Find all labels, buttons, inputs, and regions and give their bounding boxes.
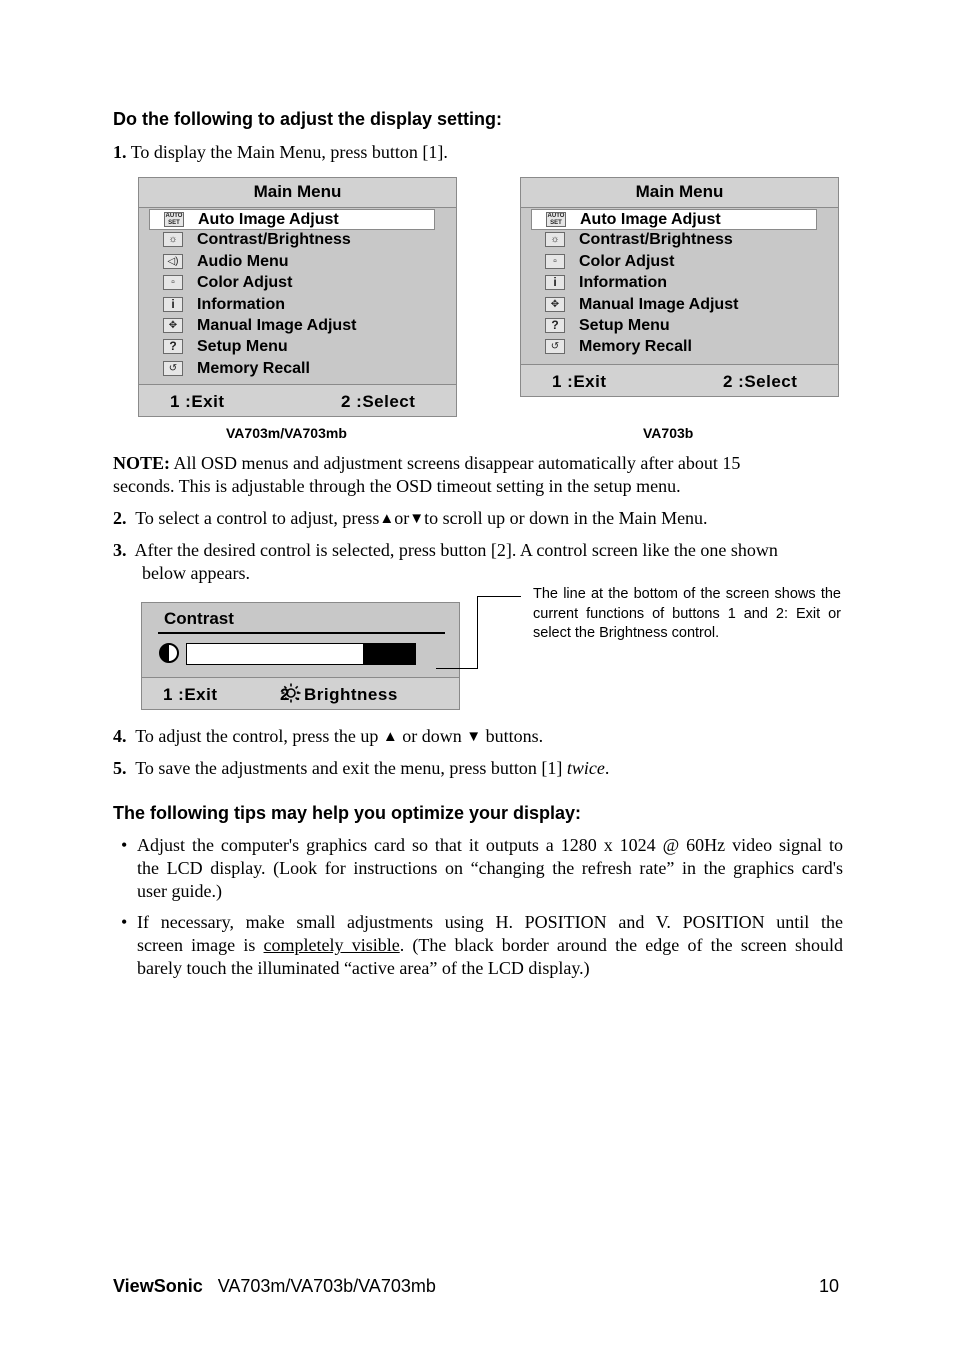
osd-exit-label: 1 :Exit: [170, 392, 225, 411]
note-paragraph: [113, 452, 843, 498]
step-5-number: 5.: [113, 758, 127, 778]
tip-2: [121, 911, 843, 980]
tip-2-line-2-start: screen image is: [137, 935, 256, 955]
osd-select-label: 2 :Select: [723, 372, 798, 391]
step-4-or-down: or down: [402, 726, 462, 746]
osd-menu-item[interactable]: [149, 252, 435, 273]
osd-menu-item[interactable]: [149, 359, 435, 380]
note-line-1: All OSD menus and adjustment screens disappear automatically after about 15: [173, 453, 741, 473]
menu-item-label: Information: [579, 274, 667, 292]
step-2-text-end: to scroll up or down in the Main Menu.: [424, 508, 708, 528]
contrast-exit-label: 1 :Exit: [163, 685, 218, 704]
osd-menu-item[interactable]: [531, 273, 817, 294]
section-heading-adjust: Do the following to adjust the display setting:: [113, 109, 502, 129]
osd-menu-item[interactable]: [149, 209, 435, 230]
menu-item-label: Memory Recall: [197, 359, 310, 377]
osd-menu-item[interactable]: [149, 316, 435, 337]
osd-menu-item[interactable]: [149, 295, 435, 316]
osd-menu-item[interactable]: [149, 337, 435, 358]
step-2-number: 2.: [113, 508, 127, 528]
step-2-or: or: [394, 508, 410, 528]
tip-2-line-3: barely touch the illuminated “active area” of the LCD display.): [137, 958, 590, 978]
step-5-period: .: [604, 758, 610, 778]
tip-2-line-2-end: . (The black border around the edge of the screen should: [399, 935, 844, 955]
menu-item-icon: i: [545, 275, 565, 290]
down-arrow-icon: ▼: [409, 511, 425, 527]
callout-text: The line at the bottom of the screen shows the current functions of buttons 1 and 2: Exit or select the Brightness control.: [533, 586, 841, 641]
contrast-icon: [159, 643, 179, 663]
menu-item-label: Memory Recall: [579, 338, 692, 356]
menu-item-icon: ▫: [545, 254, 565, 269]
contrast-footer: [142, 677, 459, 709]
menu-item-label: Setup Menu: [579, 317, 670, 334]
step-5: [113, 757, 609, 780]
osd-menu-footer: [139, 384, 456, 416]
tip-2-line-1: If necessary, make small adjustments using H. POSITION and V. POSITION until the: [137, 912, 843, 932]
menu-item-icon: ✥: [163, 318, 183, 333]
step-4-number: 4.: [113, 726, 127, 746]
page-footer: [113, 1276, 436, 1297]
menu-item-label: Information: [197, 295, 285, 313]
note-label: NOTE:: [113, 453, 171, 473]
section-heading-tips: The following tips may help you optimize your display:: [113, 803, 582, 823]
completely-visible-text: completely visible: [263, 935, 400, 955]
footer-brand: ViewSonic: [113, 1276, 203, 1296]
osd-menu-item[interactable]: [149, 230, 435, 251]
step-3-line-2: below appears.: [142, 563, 250, 583]
step-1: [113, 141, 448, 164]
tip-1-line-1: Adjust the computer's graphics card so that it outputs a 1280 x 1024 @ 60Hz video signal to: [137, 835, 843, 855]
osd-select-label: 2 :Select: [341, 392, 416, 411]
menu-item-icon: ▫: [163, 275, 183, 290]
osd-exit-label: 1 :Exit: [552, 372, 607, 391]
menu-item-label: Audio Menu: [197, 252, 289, 270]
callout-line-vertical: [477, 596, 478, 669]
menu-item-icon: ?: [163, 339, 183, 354]
menu-item-label: Setup Menu: [197, 338, 288, 356]
step-3-number: 3.: [113, 540, 127, 560]
step-4-text-end: buttons.: [485, 726, 544, 746]
bullet-icon: •: [121, 835, 128, 855]
menu-item-label: Contrast/Brightness: [579, 231, 733, 249]
step-2-text: To select a control to adjust, press: [135, 508, 380, 528]
menu-item-icon: ✥: [545, 297, 565, 312]
osd-menu-item[interactable]: [531, 295, 817, 316]
osd-contrast-screen: [141, 602, 460, 710]
menu-item-icon: ?: [545, 318, 565, 333]
callout-line-top: [477, 596, 521, 597]
menu-caption-va703b: VA703b: [643, 425, 694, 441]
osd-menu-title: Main Menu: [139, 178, 456, 208]
step-4-text: To adjust the control, press the up: [135, 726, 379, 746]
menu-item-label: Manual Image Adjust: [579, 295, 739, 313]
menu-item-icon: ☼: [163, 232, 183, 247]
down-arrow-icon: ▼: [466, 729, 482, 745]
tip-2-line-2: [121, 934, 843, 957]
up-arrow-icon: ▲: [379, 511, 395, 527]
menu-caption-va703m: VA703m/VA703mb: [226, 425, 347, 441]
menu-item-icon: ◁): [163, 254, 183, 269]
footer-model: VA703m/VA703b/VA703mb: [217, 1276, 436, 1296]
menu-item-icon: ☼: [545, 232, 565, 247]
osd-menu-item[interactable]: [531, 337, 817, 358]
menu-item-icon: AUTO SET: [165, 213, 183, 226]
menu-item-label: Color Adjust: [197, 274, 293, 292]
osd-menu-footer: [521, 364, 838, 396]
step-3: [113, 539, 843, 585]
menu-item-label: Manual Image Adjust: [197, 317, 357, 334]
callout-line-bottom: [436, 668, 478, 669]
menu-item-icon: AUTO SET: [547, 213, 565, 226]
brightness-label: Brightness: [304, 685, 398, 704]
tip-1-line-2: the LCD display. (Look for instructions on “changing the refresh rate” in the graphics card's: [137, 858, 843, 878]
page-number: 10: [819, 1276, 840, 1296]
menu-item-label: Contrast/Brightness: [197, 231, 351, 249]
contrast-level-bar: [186, 643, 416, 665]
menu-item-label: Auto Image Adjust: [580, 211, 721, 228]
menu-item-label: Color Adjust: [579, 252, 675, 270]
menu-item-icon: ↺: [545, 339, 565, 354]
osd-menu-item[interactable]: [531, 252, 817, 273]
osd-menu-item[interactable]: [149, 273, 435, 294]
step-1-number: 1.: [113, 142, 127, 162]
menu-item-icon: i: [163, 297, 183, 312]
step-1-text: To display the Main Menu, press button [1].: [130, 142, 448, 162]
brightness-prefix: 2 :: [280, 685, 302, 704]
tip-1-line-3: user guide.): [137, 881, 222, 901]
note-line-2: seconds. This is adjustable through the OSD timeout setting in the setup menu.: [113, 476, 681, 496]
osd-main-menu-va703b: [520, 177, 839, 397]
step-5-emphasis: twice: [566, 758, 605, 778]
tip-1: [121, 834, 843, 903]
osd-menu-item[interactable]: [531, 209, 817, 230]
up-arrow-icon: ▲: [382, 729, 398, 745]
step-5-text: To save the adjustments and exit the menu, press button [1]: [135, 758, 563, 778]
step-3-line-1: After the desired control is selected, press button [2]. A control screen like the one shown: [134, 540, 778, 560]
contrast-title: Contrast: [164, 609, 234, 628]
title-underline: [158, 632, 445, 634]
osd-menu-item[interactable]: [531, 230, 817, 251]
osd-main-menu-va703m: [138, 177, 457, 417]
menu-item-label: Auto Image Adjust: [198, 211, 339, 228]
step-4: [113, 725, 543, 749]
step-2: [113, 507, 708, 531]
osd-menu-title: Main Menu: [521, 178, 838, 208]
contrast-level-fill: [187, 644, 363, 664]
bullet-icon: •: [121, 912, 128, 932]
osd-menu-item[interactable]: [531, 316, 817, 337]
menu-item-icon: ↺: [163, 361, 183, 376]
